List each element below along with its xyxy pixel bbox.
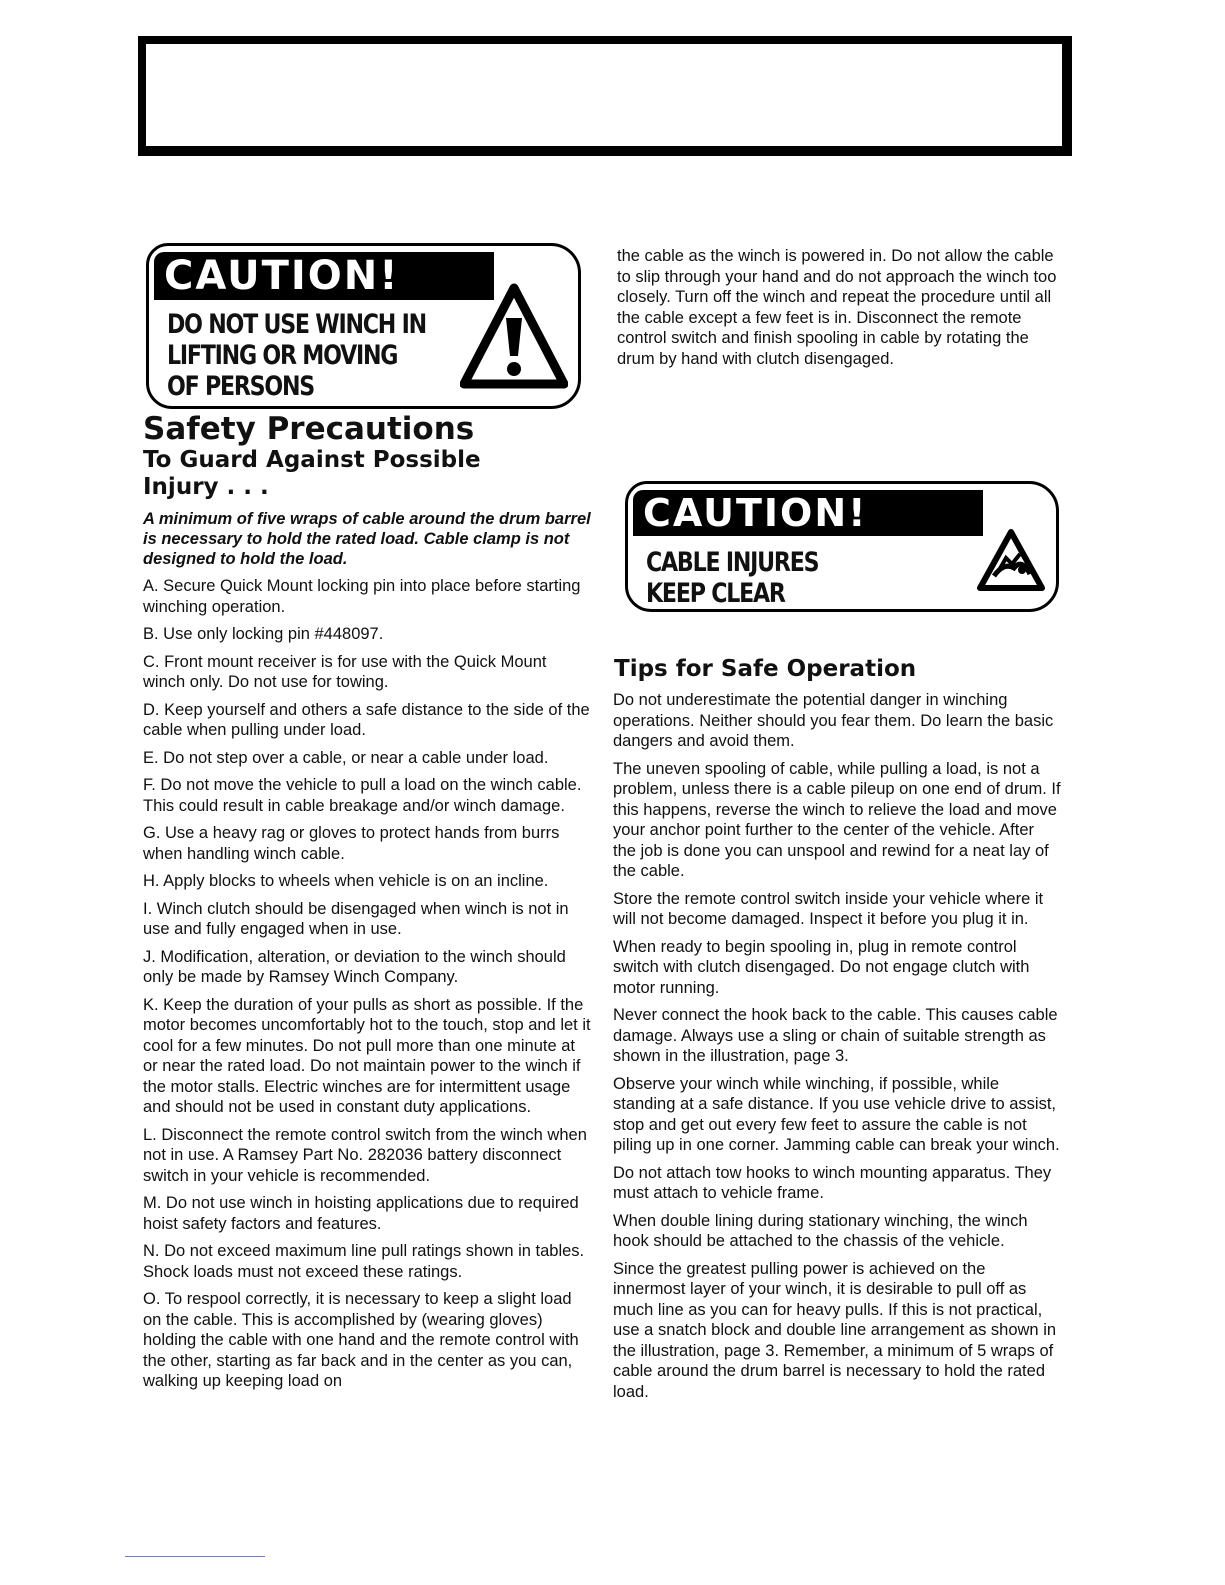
safety-subtitle: To Guard Against Possible Injury . . . (143, 447, 481, 500)
caution-banner: CAUTION! (154, 252, 494, 300)
tips-paragraph: Observe your winch while winching, if possible, while standing at a safe distance. If you use vehicle drive to assist, stop and get out every few feet to assure the cable is not piling up in one corner. Jamming cable can break your winch. (613, 1074, 1060, 1154)
tips-paragraph: Do not underestimate the potential danger in winching operations. Neither should you fear them. Do learn the basic dangers and avoid them. (613, 691, 1054, 750)
caution-banner: CAUTION! (633, 490, 983, 536)
safety-item: B. Use only locking pin #448097. (143, 625, 384, 643)
caution-lifting-sign (146, 243, 581, 409)
tips-column (613, 690, 1061, 1409)
safety-title: Safety Precautions (143, 411, 475, 447)
safety-item: D. Keep yourself and others a safe distance to the side of the cable when pulling under load. (143, 700, 590, 739)
warning-triangle-hand-cable-icon (976, 528, 1046, 594)
safety-item: J. Modification, alteration, or deviation to the winch should only be made by Ramsey Winch Company. (143, 947, 566, 986)
caution-line: LIFTING OR MOVING (167, 340, 398, 371)
tips-paragraph: Store the remote control switch inside your vehicle where it will not become damaged. Inspect it before you plug it in. (613, 889, 1044, 928)
safety-item: M. Do not use winch in hoisting applications due to required hoist safety factors and features. (143, 1194, 579, 1233)
tips-paragraph: Do not attach tow hooks to winch mounting apparatus. They must attach to vehicle frame. (613, 1163, 1052, 1202)
tips-paragraph: When double lining during stationary winching, the winch hook should be attached to the chassis of the vehicle. (613, 1211, 1028, 1250)
safety-item: N. Do not exceed maximum line pull ratings shown in tables. Shock loads must not exceed these ratings. (143, 1242, 585, 1281)
safety-item: O. To respool correctly, it is necessary to keep a slight load on the cable. This is accomplished by (wearing gloves) holding the cable with one hand and the remote control with the other, starting as far back and in the center as you can, walking up keeping load on (143, 1290, 579, 1390)
caution-line: KEEP CLEAR (646, 578, 785, 609)
warning-triangle-exclamation-icon (460, 282, 568, 392)
safety-item: L. Disconnect the remote control switch from the winch when not in use. A Ramsey Part No. 282036 battery disconnect switch in your vehicle is recommended. (143, 1125, 587, 1185)
tips-paragraph: The uneven spooling of cable, while pulling a load, is not a problem, unless there is a cable pileup on one end of drum. If this happens, reverse the winch to relieve the load and move your anchor point further to the center of the vehicle. After the job is done you can unspool and rewind for a neat lay of the cable. (613, 759, 1061, 880)
right-column-continued (617, 246, 1062, 376)
safety-intro: A minimum of five wraps of cable around the drum barrel is necessary to hold the rated load. Cable clamp is not designed to hold the load. (143, 510, 591, 568)
tips-paragraph: Since the greatest pulling power is achieved on the innermost layer of your winch, it is desirable to pull off as much line as you can for heavy pulls. If this is not practical, use a snatch block and double line arrangement as shown in the illustration, page 3. Remember, a minimum of 5 wraps of cable around the drum barrel is necessary to hold the rated load. (613, 1259, 1057, 1401)
left-column (143, 243, 591, 1399)
caution-line: OF PERSONS (167, 371, 314, 402)
caution-cable-sign (625, 481, 1059, 612)
caution-line: DO NOT USE WINCH IN (167, 309, 426, 340)
safety-item: I. Winch clutch should be disengaged when winch is not in use and fully engaged when in use. (143, 899, 569, 938)
tips-paragraph: When ready to begin spooling in, plug in remote control switch with clutch disengaged. Do not engage clutch with motor running. (613, 937, 1030, 997)
safety-item: G. Use a heavy rag or gloves to protect hands from burrs when handling winch cable. (143, 824, 560, 863)
safety-item: K. Keep the duration of your pulls as short as possible. If the motor becomes uncomfortably hot to the touch, stop and let it cool for a few minutes. Do not pull more than one minute at or near the rated load. Do not maintain power to the winch if the motor stalls. Electric winches are for intermittent usage and should not be used in constant duty applications. (143, 995, 591, 1116)
caution-cable-text (646, 547, 818, 609)
safety-item: E. Do not step over a cable, or near a cable under load. (143, 748, 549, 767)
tips-title: Tips for Safe Operation (614, 656, 917, 682)
caution-lifting-text (167, 309, 426, 402)
header-box (138, 36, 1072, 156)
footer-rule (125, 1556, 265, 1557)
safety-item: C. Front mount receiver is for use with the Quick Mount winch only. Do not use for towing. (143, 652, 547, 691)
caution-line: CABLE INJURES (646, 547, 819, 578)
tips-paragraph: Never connect the hook back to the cable. This causes cable damage. Always use a sling or chain of suitable strength as shown in the illustration, page 3. (613, 1006, 1058, 1065)
safety-item-continued: the cable as the winch is powered in. Do not allow the cable to slip through your hand and do not approach the winch too closely. Turn off the winch and repeat the procedure until all the cable except a few feet is in. Disconnect the remote control switch and finish spooling in cable by rotating the drum by hand with clutch disengaged. (617, 247, 1057, 368)
safety-item: A. Secure Quick Mount locking pin into place before starting winching operation. (143, 577, 581, 616)
safety-item: H. Apply blocks to wheels when vehicle is on an incline. (143, 872, 549, 890)
safety-item: F. Do not move the vehicle to pull a load on the winch cable. This could result in cable breakage and/or winch damage. (143, 776, 582, 815)
